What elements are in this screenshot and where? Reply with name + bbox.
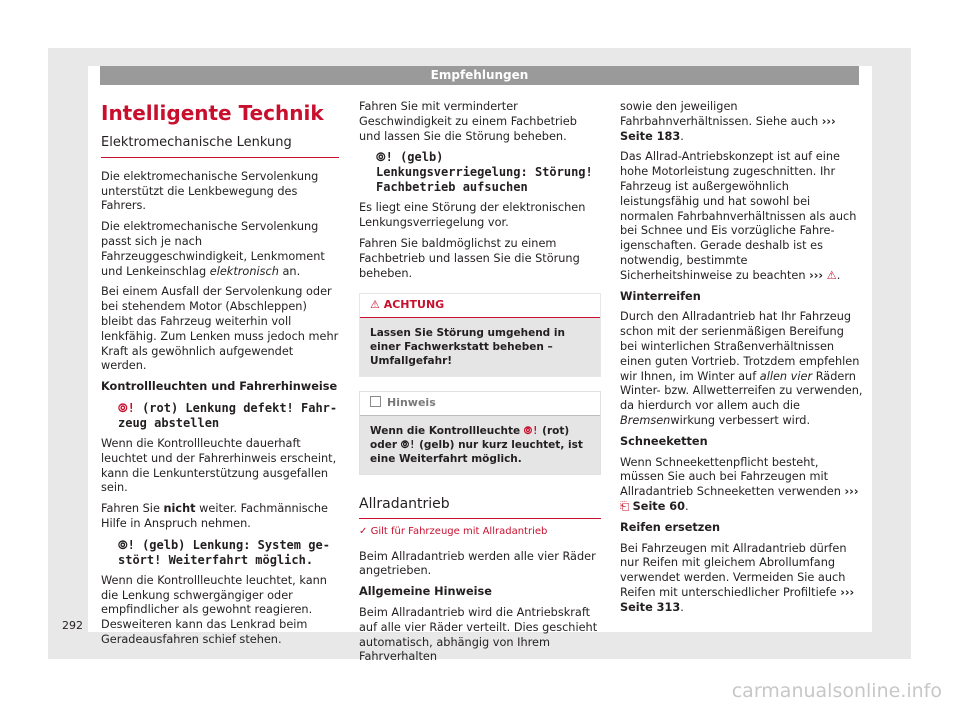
reference-arrow-icon: ››› bbox=[821, 114, 836, 128]
paragraph: Das Allrad-Antriebskonzept ist auf eine hohe Motorleistung zugeschnitten. Ihr Fahrzeug ist außergewöhnlich leistungsfähig und hat sowohl bei normalen Fahrbahnverhältnissen als auch bei Schnee und Eis vorzügliche Fahreigenschaften. Gerade deshalb ist es notwendig, bestimmte Sicherheitshinweise zu beachten ››› ⚠. bbox=[620, 150, 857, 282]
steering-warning-icon: ⦾! bbox=[376, 150, 393, 165]
page-title: Intelligente Technik bbox=[101, 101, 324, 125]
warning-triangle-icon: ⚠ bbox=[370, 298, 380, 312]
column-3 bbox=[620, 100, 863, 622]
subheading: Winterreifen bbox=[620, 289, 701, 303]
paragraph: Bei einem Ausfall der Servolenkung oder bei stehendem Motor (Abschleppen) bleibt das Fahrzeug weiterhin voll lenkfähig. Zum Lenken muss jedoch mehr Kraft als gewöhnlich aufgewendet werden. bbox=[101, 285, 339, 373]
steering-warning-icon: ⦾! bbox=[118, 400, 135, 415]
reference-arrow-icon: ››› bbox=[809, 268, 824, 282]
check-icon: ✓ bbox=[359, 525, 368, 537]
note-icon bbox=[370, 396, 381, 407]
warning-triangle-icon[interactable]: ⚠ bbox=[826, 268, 837, 282]
steering-warning-icon: ⦾! bbox=[118, 537, 135, 552]
paragraph: Beim Allradantrieb wird die Antriebskraft auf alle vier Räder verteilt. Dies geschieht automatisch, abhängig von Ihrem Fahrverhalten bbox=[359, 605, 598, 664]
warning-box bbox=[359, 293, 601, 377]
paragraph: Die elektromechanische Servolenkung unterstützt die Lenkbewegung des Fahrers. bbox=[101, 169, 319, 213]
hint-box bbox=[359, 391, 601, 475]
reference-arrow-icon: ››› bbox=[840, 585, 855, 599]
paragraph: Die elektromechanische Servolenkung passt sich je nach Fahrzeuggeschwindigkeit, Lenkmoment und Lenkeinschlag elektronisch an. bbox=[101, 220, 325, 278]
subheading: Allgemeine Hinweise bbox=[359, 585, 492, 599]
paragraph: Es liegt eine Störung der elektronischen Lenkungsverriegelung vor. bbox=[359, 201, 586, 230]
paragraph: Bei Fahrzeugen mit Allradantrieb dürfen nur Reifen mit gleichem Abrollumfang verwendet werden. Vermeiden Sie auch Reifen mit unterschiedlicher Profiltiefe ››› Seite 313. bbox=[620, 541, 855, 614]
hint-box-text: Wenn die Kontrollleuchte ⦾! (rot) oder ⦾! (gelb) nur kurz leuchtet, ist eine Weiterfahrt möglich. bbox=[360, 416, 600, 474]
page-reference-link[interactable]: Seite 183 bbox=[620, 129, 681, 143]
paragraph: Fahren Sie nicht weiter. Fachmännische Hilfe in Anspruch nehmen. bbox=[101, 502, 328, 530]
reference-arrow-icon: ››› bbox=[844, 485, 859, 499]
warning-box-header: ⚠ ACHTUNG bbox=[360, 294, 600, 318]
applicability-note: ✓ Gilt für Fahrzeuge mit Allradantrieb bbox=[359, 525, 548, 537]
book-icon: ⎗ bbox=[620, 499, 630, 513]
watermark: carmanualsonline.info bbox=[731, 680, 942, 702]
subheading: Schneeketten bbox=[620, 434, 708, 448]
hint-box-header: Hinweis bbox=[360, 392, 600, 416]
paragraph: Wenn Schneekettenpflicht besteht, müssen Sie auch bei Fahrzeugen mit Allradantrieb Schneeketten verwenden ››› ⎗ Seite 60. bbox=[620, 455, 859, 513]
warning-message-yellow: ⦾! (gelb) Lenkung: System gestört! Weiterfahrt möglich. bbox=[118, 537, 330, 567]
page-subtitle: Elektromechanische Lenkung bbox=[101, 126, 339, 158]
paragraph: Durch den Allradantrieb hat Ihr Fahrzeug schon mit der serienmäßigen Bereifung bei winterlichen Straßenverhältnissen einen guten Vortrieb. Trotzdem empfehlen wir Ihnen, im Winter auf allen vier Rädern Winter- bzw. Allwetterreifen zu verwenden, da hierdurch vor allem auch die Bremsenwirkung verbessert wird. bbox=[620, 310, 863, 427]
steering-warning-icon: ⦾! bbox=[400, 438, 416, 451]
warning-box-text: Lassen Sie Störung umgehend in einer Fachwerkstatt beheben – Umfallgefahr! bbox=[360, 318, 600, 376]
subheading: Kontrollleuchten und Fahrerhinweise bbox=[101, 380, 338, 394]
warning-message-red: ⦾! (rot) Lenkung defekt! Fahrzeug abstellen bbox=[118, 400, 338, 430]
page-number: 292 bbox=[62, 619, 83, 632]
subheading: Reifen ersetzen bbox=[620, 520, 721, 534]
section-header: Empfehlungen bbox=[100, 66, 859, 85]
page-reference-link[interactable]: Seite 60 bbox=[632, 499, 686, 513]
paragraph: Wenn die Kontrollleuchte leuchtet, kann die Lenkung schwergängiger oder empfindlicher als gewohnt reagieren. Desweiteren kann das Lenkrad beim Geradeausfahren schief stehen. bbox=[101, 573, 327, 646]
page-reference-link[interactable]: Seite 313 bbox=[620, 600, 681, 614]
column-2 bbox=[359, 100, 601, 671]
paragraph: Fahren Sie baldmöglichst zu einem Fachbetrieb und lassen Sie die Störung beheben. bbox=[359, 236, 580, 280]
warning-message-lock: ⦾! (gelb) Lenkungsverriegelung: Störung! Fachbetrieb aufsuchen bbox=[376, 150, 593, 195]
paragraph: Wenn die Kontrollleuchte dauerhaft leuchtet und der Fahrerhinweis erscheint, kann die Lenkunterstützung ausgefallen sein. bbox=[101, 436, 337, 495]
paragraph: sowie den jeweiligen Fahrbahnverhältnissen. Siehe auch ››› Seite 183. bbox=[620, 100, 836, 143]
column-1 bbox=[101, 100, 339, 654]
paragraph: Beim Allradantrieb werden alle vier Räder angetrieben. bbox=[359, 549, 596, 578]
paragraph: Fahren Sie mit verminderter Geschwindigkeit zu einem Fachbetrieb und lassen Sie die Störung beheben. bbox=[359, 100, 577, 143]
steering-warning-icon: ⦾! bbox=[523, 424, 539, 437]
section-heading: Allradantrieb bbox=[359, 489, 601, 519]
